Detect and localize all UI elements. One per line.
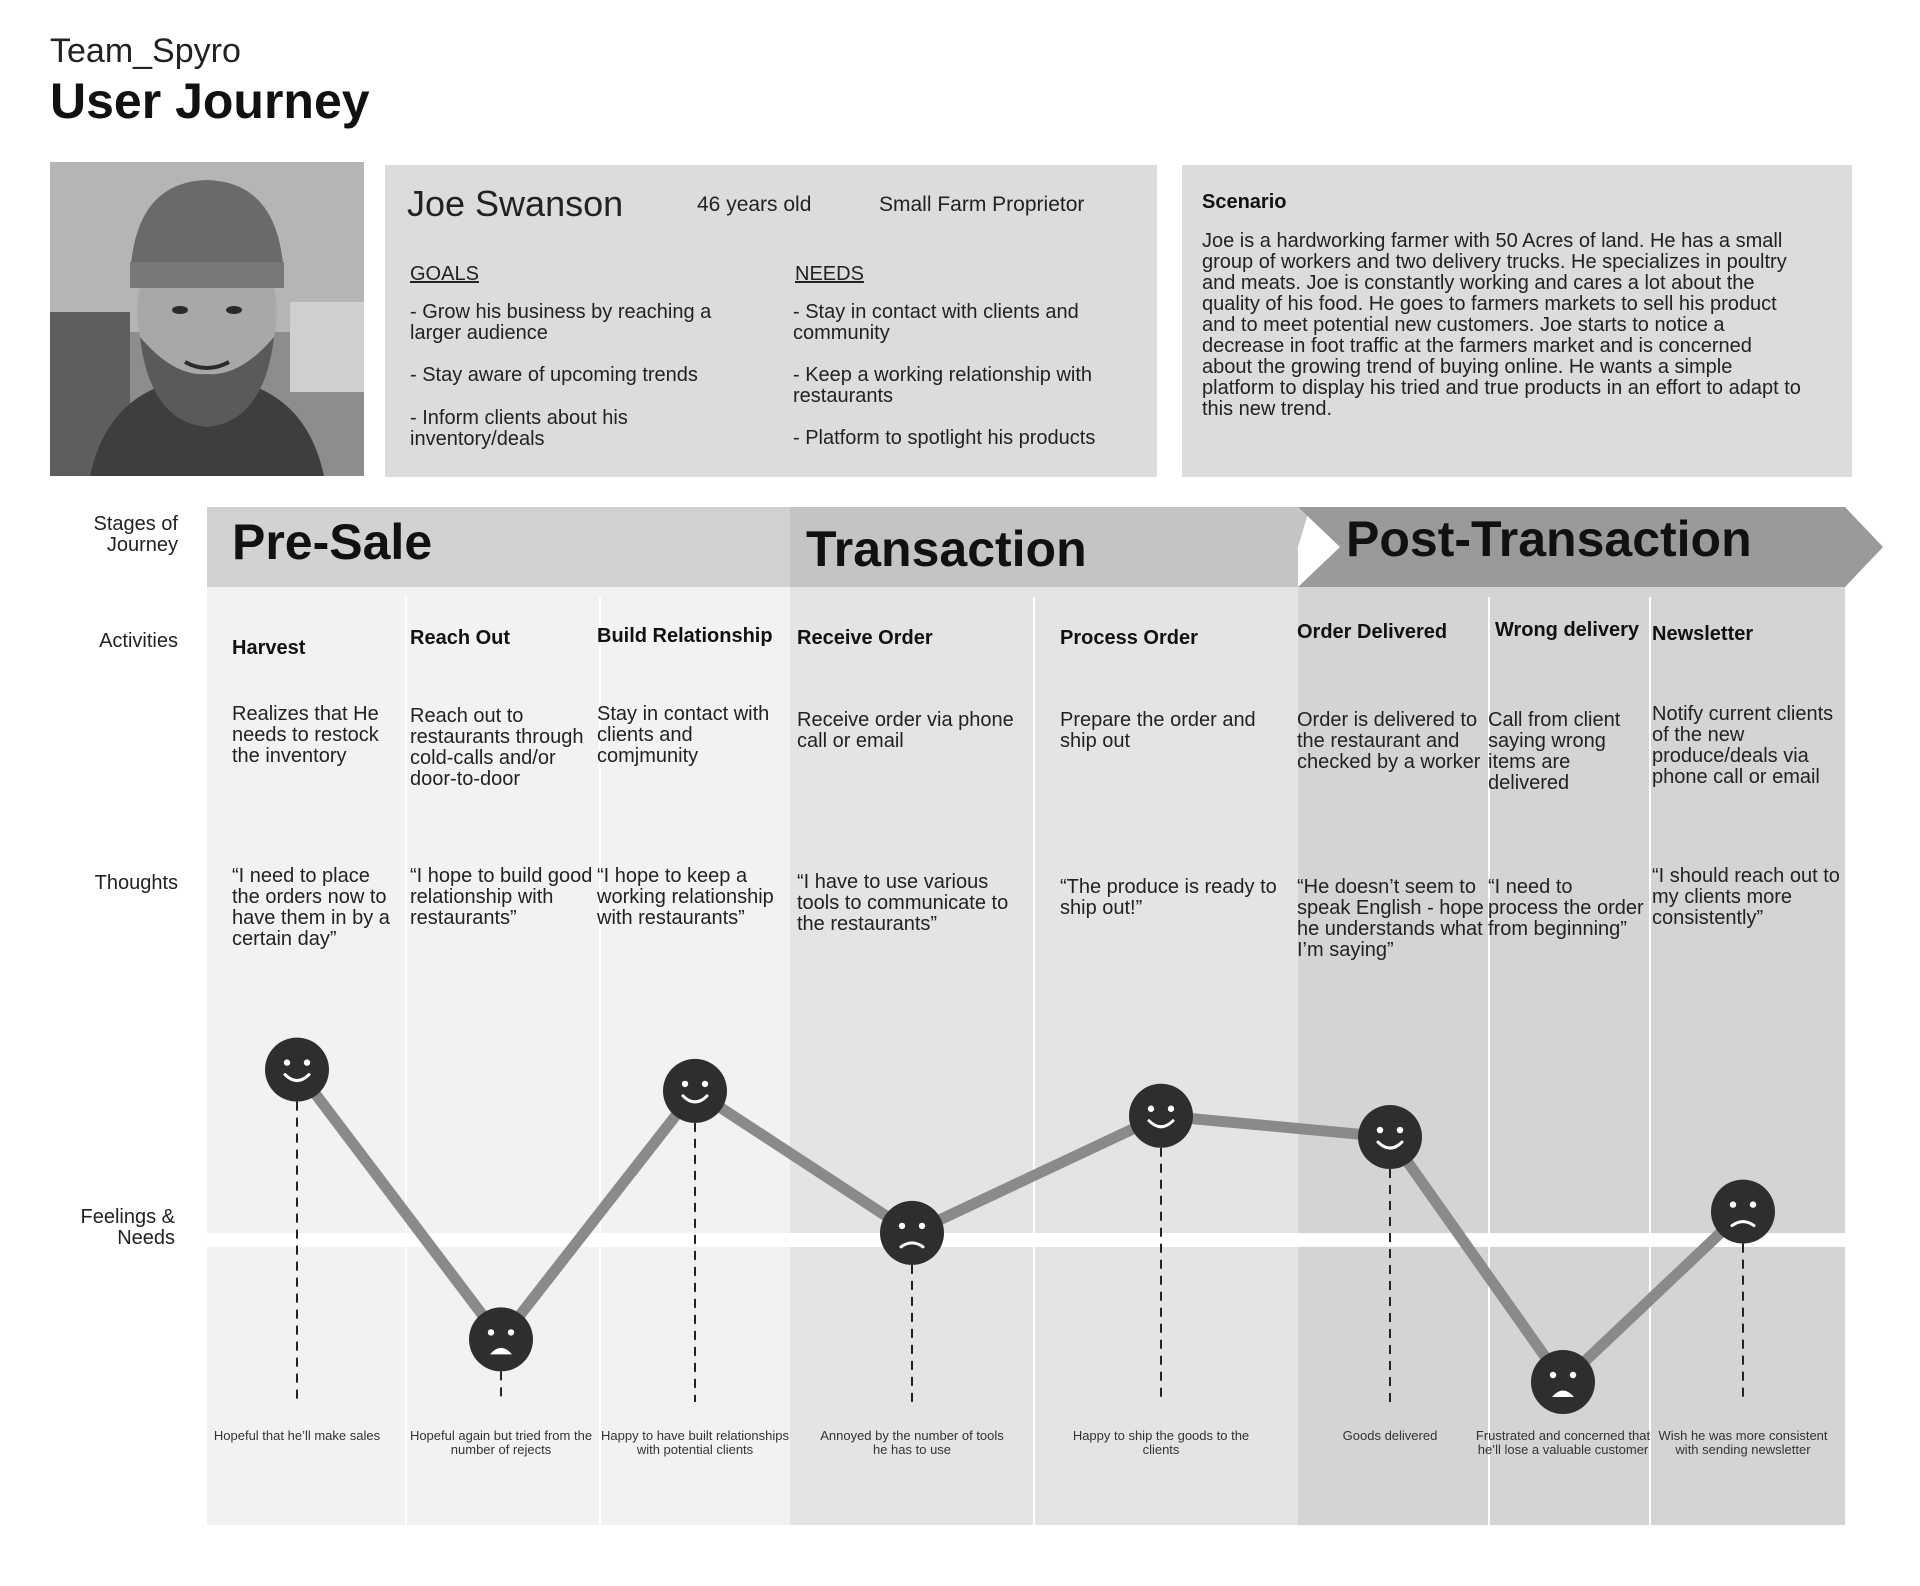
persona-occupation: Small Farm Proprietor	[879, 193, 1085, 216]
activity-title: Process Order	[1060, 627, 1198, 649]
activity-feeling: Hopeful that he’ll make sales	[213, 1428, 381, 1443]
activity-feeling: Happy to have built relationships with potential clients	[601, 1428, 789, 1457]
activity-thought: “I need to process the order from beginning”	[1488, 876, 1644, 940]
need-item: - Stay in contact with clients and community	[793, 301, 1079, 344]
activity-thought: “I should reach out to my clients more consistently”	[1652, 865, 1840, 929]
activity-thought: “I need to place the orders now to have them in by a certain day”	[232, 865, 390, 950]
activity-title: Build Relationship	[597, 625, 773, 647]
needs-heading: NEEDS	[795, 263, 864, 285]
activity-feeling: Annoyed by the number of tools he has to use	[820, 1428, 1004, 1457]
activity-description: Prepare the order and ship out	[1060, 709, 1256, 752]
activity-description: Realizes that He needs to restock the inventory	[232, 703, 379, 767]
activity-title: Wrong delivery	[1494, 619, 1640, 641]
row-label-thoughts: Thoughts	[94, 872, 178, 894]
stage-title: Transaction	[806, 521, 1087, 577]
need-item: - Keep a working relationship with restaurants	[793, 364, 1093, 407]
happy-face-icon	[1129, 1084, 1193, 1148]
activity-thought: “He doesn’t seem to speak English - hope he understands what I’m saying”	[1297, 876, 1484, 961]
team-name: Team_Spyro	[50, 32, 241, 70]
happy-face-icon	[265, 1038, 329, 1102]
goal-item: - Inform clients about his inventory/deals	[410, 407, 628, 450]
persona-age: 46 years old	[697, 193, 812, 216]
activity-description: Order is delivered to the restaurant and checked by a worker	[1297, 709, 1481, 773]
goal-item: - Grow his business by reaching a larger audience	[410, 301, 712, 344]
activity-description: Reach out to restaurants through cold-calls and/or door-to-door	[410, 705, 584, 790]
neutral-face-icon	[1711, 1180, 1775, 1244]
row-label-stages: Stages of Journey	[93, 513, 178, 556]
activity-thought: “I hope to build good relationship with restaurants”	[410, 865, 593, 929]
activity-description: Notify current clients of the new produce/deals via phone call or email	[1652, 703, 1834, 788]
activity-thought: “I have to use various tools to communicate to the restaurants”	[797, 871, 1009, 935]
neutral-face-icon	[880, 1201, 944, 1265]
activity-feeling: Hopeful again but tried from the number of rejects	[409, 1428, 593, 1457]
activity-description: Receive order via phone call or email	[797, 709, 1014, 752]
persona-name: Joe Swanson	[407, 183, 624, 224]
sad-face-icon	[469, 1307, 533, 1371]
stage-title: Pre-Sale	[232, 514, 433, 570]
happy-face-icon	[1358, 1105, 1422, 1169]
activity-title: Reach Out	[410, 627, 511, 649]
activity-description: Stay in contact with clients and comjmunity	[597, 703, 770, 767]
row-label-feelings: Feelings & Needs	[80, 1206, 175, 1249]
activity-feeling: Happy to ship the goods to the clients	[1072, 1428, 1250, 1457]
need-item: - Platform to spotlight his products	[793, 427, 1096, 449]
scenario-title: Scenario	[1202, 191, 1287, 213]
goal-item: - Stay aware of upcoming trends	[410, 364, 698, 386]
activity-feeling: Goods delivered	[1342, 1428, 1438, 1443]
page-title: User Journey	[50, 73, 370, 129]
activity-title: Harvest	[232, 637, 306, 659]
goals-heading: GOALS	[410, 263, 479, 285]
row-label-activities: Activities	[99, 630, 178, 652]
stage-title: Post-Transaction	[1346, 511, 1752, 567]
activity-feeling: Wish he was more consistent with sending newsletter	[1658, 1428, 1828, 1457]
activity-thought: “The produce is ready to ship out!”	[1060, 876, 1277, 919]
activity-title: Newsletter	[1652, 623, 1754, 645]
activity-title: Receive Order	[797, 627, 933, 649]
activity-feeling: Frustrated and concerned that he’ll lose a valuable customer	[1475, 1428, 1651, 1457]
activity-thought: “I hope to keep a working relationship with restaurants”	[597, 865, 774, 929]
activity-title: Order Delivered	[1297, 621, 1448, 643]
activity-description: Call from client saying wrong items are delivered	[1488, 709, 1621, 794]
sad-face-icon	[1531, 1350, 1595, 1414]
scenario-text: Joe is a hardworking farmer with 50 Acres of land. He has a small group of workers and two delivery trucks. He specializes in poultry and meats. Joe is constantly working and cares a lot about the quality of his food. He goes to farmers markets to sell his product and to meet potential new customers. Joe starts to notice a decrease in foot traffic at the farmers market and is concerned about the growing trend of buying online. He wants a simple platform to display his tried and true products in an effort to adapt to this new trend.	[1202, 230, 1801, 420]
happy-face-icon	[663, 1059, 727, 1123]
